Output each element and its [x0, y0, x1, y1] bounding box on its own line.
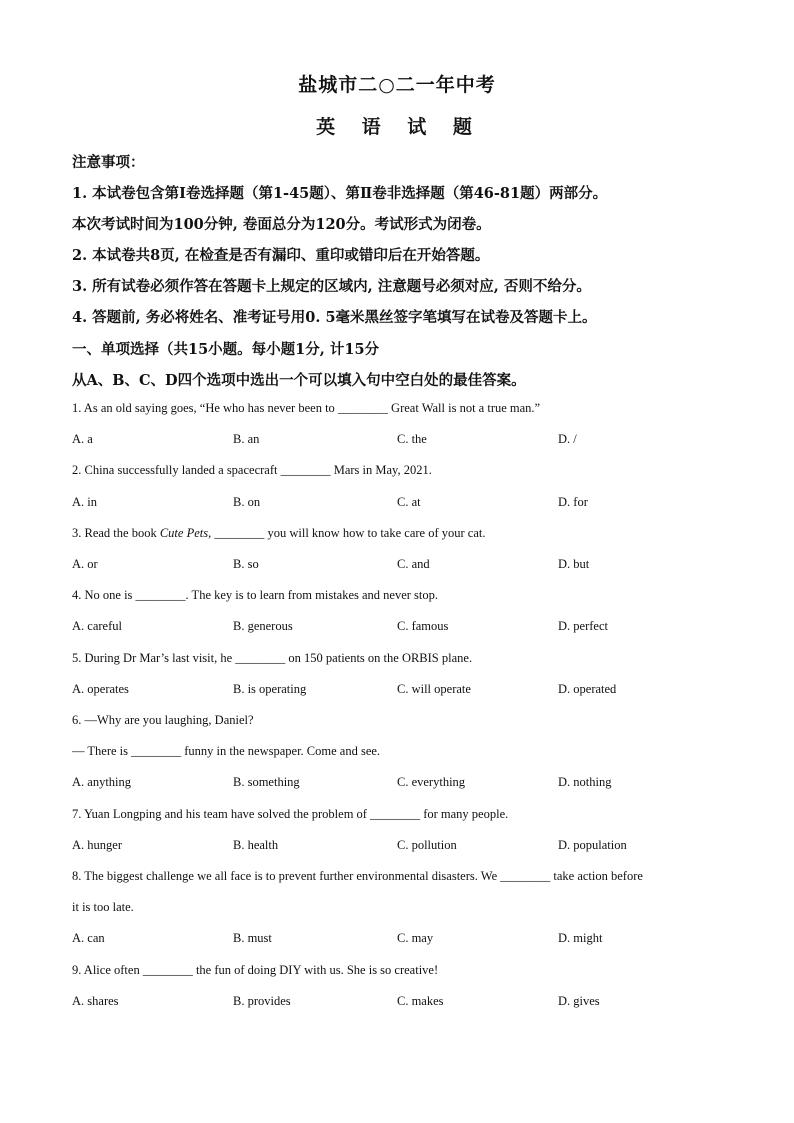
option-d: D. but [558, 557, 590, 571]
notice-line: 3. 所有试卷必须作答在答题卡上规定的区域内, 注意题号必须对应, 否则不给分。 [72, 278, 591, 295]
question-stem-continued: it is too late. [72, 900, 134, 914]
book-title: Cute Pets [159, 526, 209, 540]
notice-line: 本次考试时间为100分钟, 卷面总分为120分。考试形式为闭卷。 [72, 216, 491, 233]
option-d: D. / [558, 432, 577, 446]
option-b: B. health [233, 838, 279, 852]
option-a: A. anything [72, 775, 132, 789]
option-c: C. the [397, 432, 427, 446]
option-b: B. is operating [233, 682, 307, 696]
option-d: D. perfect [558, 619, 608, 633]
option-b: B. on [233, 495, 261, 509]
question-stem: 2. China successfully landed a spacecraft ________ Mars in May, 2021. [72, 463, 432, 477]
exam-title: 盐城市二○二一年中考 [298, 74, 496, 96]
question-stem: 5. During Dr Mar’s last visit, he ________ on 150 patients on the ORBIS plane. [72, 651, 473, 665]
option-d: D. for [558, 495, 588, 509]
option-c: C. at [397, 495, 421, 509]
notice-heading: 注意事项： [72, 154, 145, 171]
option-a: A. careful [72, 619, 122, 633]
section-instruction: 从A、B、C、D四个选项中选出一个可以填入句中空白处的最佳答案。 [72, 372, 526, 389]
option-b: B. something [233, 775, 300, 789]
question-stem-pre: 3. Read the book [72, 526, 160, 540]
option-d: D. population [558, 838, 627, 852]
option-b: B. must [233, 931, 272, 945]
question-stem: 7. Yuan Longping and his team have solved the problem of ________ for many people. [72, 807, 509, 821]
option-a: A. hunger [72, 838, 122, 852]
option-d: D. might [558, 931, 603, 945]
option-d: D. gives [558, 994, 600, 1008]
option-b: B. provides [233, 994, 291, 1008]
option-b: B. an [233, 432, 260, 446]
option-c: C. may [397, 931, 434, 945]
option-c: C. famous [397, 619, 449, 633]
option-b: B. so [233, 557, 259, 571]
option-d: D. operated [558, 682, 617, 696]
question-stem: 1. As an old saying goes, “He who has never been to ________ Great Wall is not a true man.” [72, 401, 541, 415]
option-a: A. shares [72, 994, 119, 1008]
exam-subtitle: 英 语 试 题 [316, 116, 478, 138]
notice-line: 1. 本试卷包含第Ⅰ卷选择题（第1-45题）、第Ⅱ卷非选择题（第46-81题）两部分。 [72, 185, 608, 202]
option-b: B. generous [233, 619, 293, 633]
option-c: C. and [397, 557, 430, 571]
section-title: 一、单项选择（共15小题。每小题1分, 计15分 [72, 341, 380, 358]
option-c: C. pollution [397, 838, 457, 852]
option-a: A. operates [72, 682, 129, 696]
question-stem: 8. The biggest challenge we all face is to prevent further environmental disasters. We ________ take action before [72, 869, 643, 883]
question-stem: 9. Alice often ________ the fun of doing DIY with us. She is so creative! [72, 963, 439, 977]
notice-line: 2. 本试卷共8页, 在检查是否有漏印、重印或错印后在开始答题。 [72, 247, 490, 264]
option-a: A. a [72, 432, 93, 446]
question-stem [72, 526, 485, 541]
question-stem: 6. —Why are you laughing, Daniel? [72, 713, 254, 727]
option-c: C. everything [397, 775, 466, 789]
question-stem-post: , ________ you will know how to take care of your cat. [208, 526, 486, 540]
notice-line: 4. 答题前, 务必将姓名、准考证号用0. 5毫米黑丝签字笔填写在试卷及答题卡上。 [72, 309, 597, 326]
option-a: A. or [72, 557, 98, 571]
option-d: D. nothing [558, 775, 612, 789]
option-a: A. in [72, 495, 97, 509]
question-stem: 4. No one is ________. The key is to learn from mistakes and never stop. [72, 588, 439, 602]
option-c: C. will operate [397, 682, 471, 696]
question-stem-continued: — There is ________ funny in the newspaper. Come and see. [72, 744, 381, 758]
option-a: A. can [72, 931, 105, 945]
option-c: C. makes [397, 994, 444, 1008]
